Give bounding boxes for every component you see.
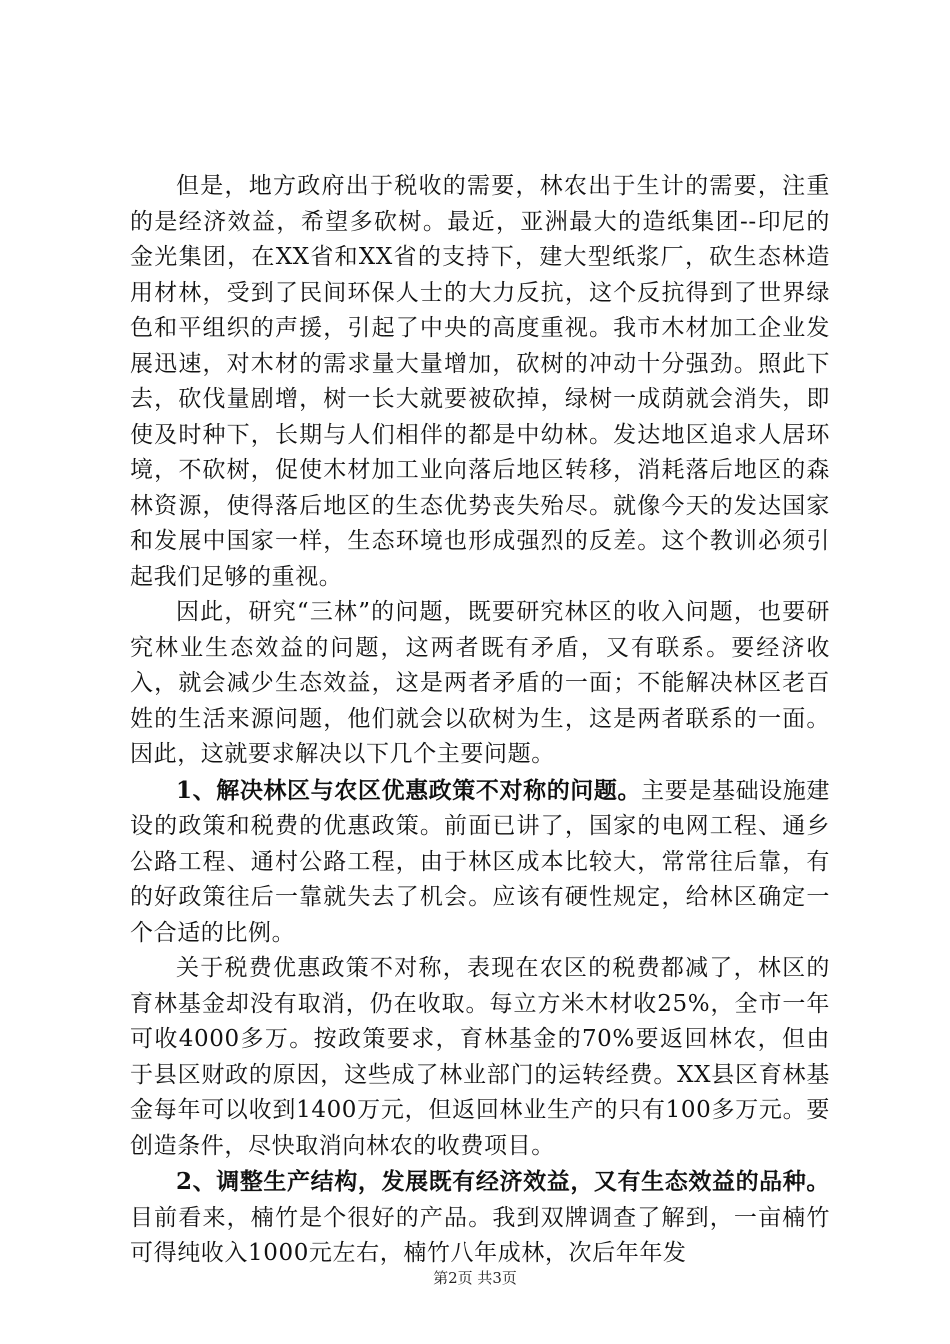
paragraph-5-text: 目前看来，楠竹是个很好的产品。我到双牌调查了解到，一亩楠竹可得纯收入1000元左右，楠竹八年成林，次后年年发 bbox=[130, 1204, 830, 1266]
document-body bbox=[130, 169, 830, 1272]
section-heading-1: 1、解决林区与农区优惠政策不对称的问题。 bbox=[176, 776, 642, 804]
paragraph-2-text: 因此，研究“三林”的问题，既要研究林区的收入问题，也要研究林业生态效益的问题，这两者既有矛盾，又有联系。要经济收入，就会减少生态效益，这是两者矛盾的一面；不能解决林区老百姓的生活来源问题，他们就会以砍树为生，这是两者联系的一面。因此，这就要求解决以下几个主要问题。 bbox=[130, 599, 830, 767]
section-heading-2: 2、调整生产结构，发展既有经济效益，又有生态效益的品种。 bbox=[176, 1168, 830, 1195]
paragraph-4-text: 关于税费优惠政策不对称，表现在农区的税费都减了，林区的育林基金却没有取消，仍在收取。每立方米木材收25%，全市一年可收4000多万。按政策要求，育林基金的70%要返回林农，但由于县区财政的原因，这些成了林业部门的运转经费。XX县区育林基金每年可以收到1400万元，但返回林业生产的只有100多万元。要创造条件，尽快取消向林农的收费项目。 bbox=[130, 955, 830, 1159]
paragraph-1-text: 但是，地方政府出于税收的需要，林农出于生计的需要，注重的是经济效益，希望多砍树。最近，亚洲最大的造纸集团--印尼的金光集团，在XX省和XX省的支持下，建大型纸浆厂，砍生态林造用材林，受到了民间环保人士的大力反抗，这个反抗得到了世界绿色和平组织的声援，引起了中央的高度重视。我市木材加工企业发展迅速，对木材的需求量大量增加，砍树的冲动十分强劲。照此下去，砍伐量剧增，树一长大就要被砍掉，绿树一成荫就会消失，即使及时种下，长期与人们相伴的都是中幼林。发达地区追求人居环境，不砍树，促使木材加工业向落后地区转移，消耗落后地区的森林资源，使得落后地区的生态优势丧失殆尽。就像今天的发达国家和发展中国家一样，生态环境也形成强烈的反差。这个教训必须引起我们足够的重视。 bbox=[130, 173, 830, 590]
paragraph-2 bbox=[130, 595, 830, 773]
paragraph-5 bbox=[130, 1164, 830, 1272]
paragraph-3-text: 主要是基础设施建设的政策和税费的优惠政策。前面已讲了，国家的电网工程、通乡公路工程、通村公路工程，由于林区成本比较大，常常往后靠，有的好政策往后一靠就失去了机会。应该有硬性规定，给林区确定一个合适的比例。 bbox=[130, 777, 830, 946]
paragraph-3 bbox=[130, 773, 830, 952]
paragraph-1 bbox=[130, 169, 830, 595]
paragraph-4 bbox=[130, 951, 830, 1164]
page-number-footer: 第2页 共3页 bbox=[433, 1269, 517, 1287]
